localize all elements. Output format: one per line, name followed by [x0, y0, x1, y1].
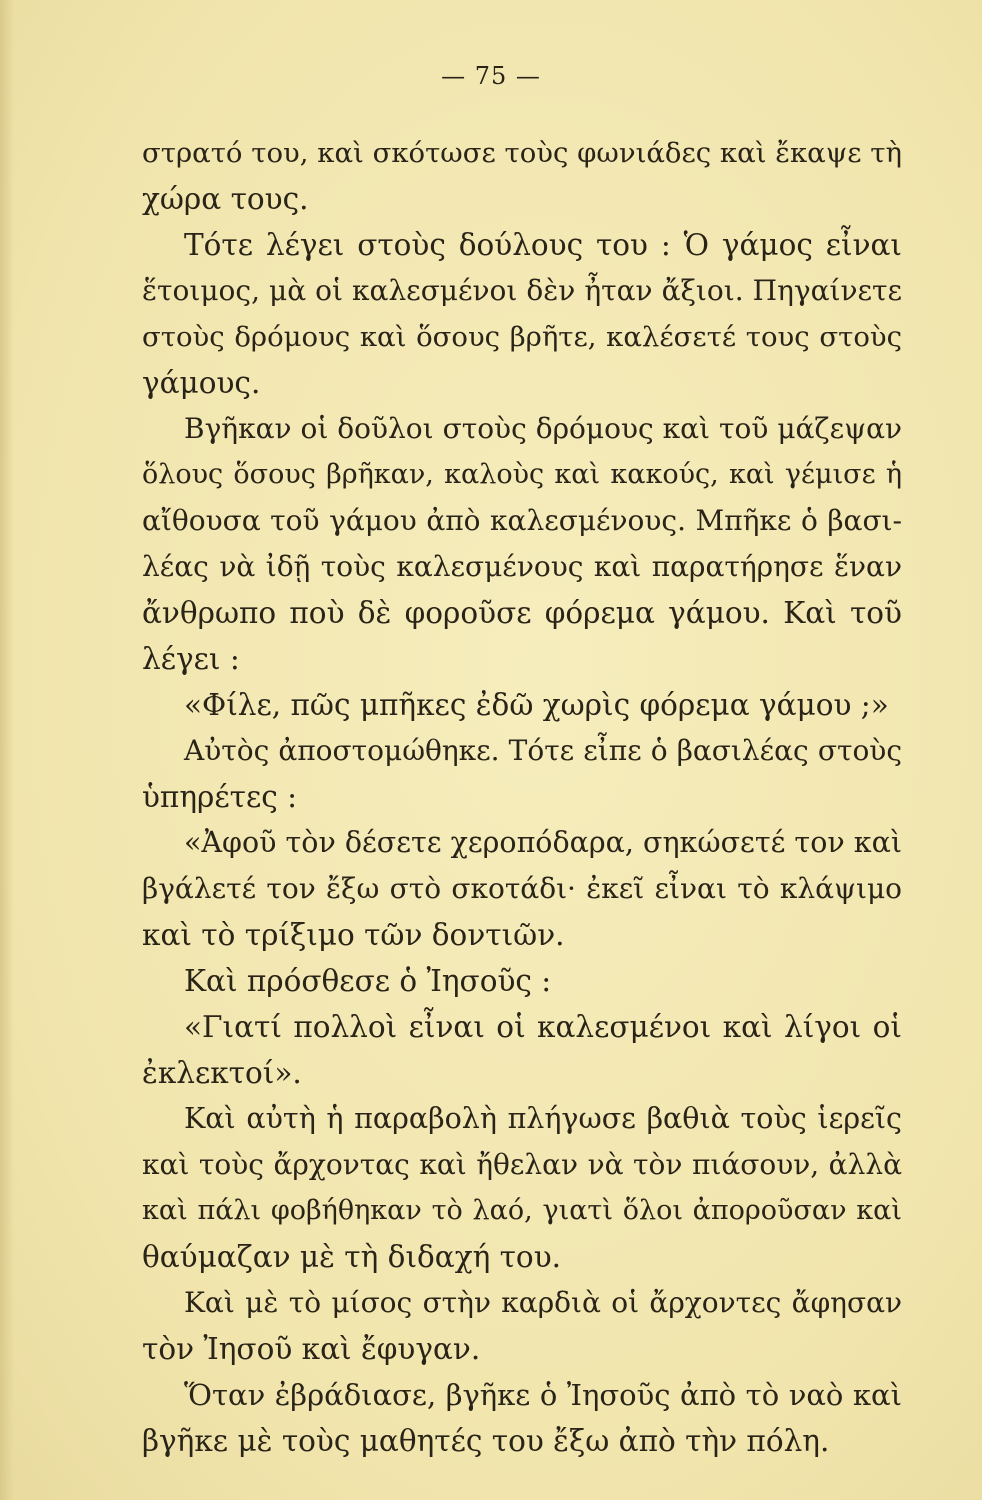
- text-line: τὸν Ἰησοῦ καὶ ἔφυγαν.: [142, 1332, 481, 1366]
- text-line: καὶ πάλι φοβήθηκαν τὸ λαό, γιατὶ ὅλοι ἀποροῦσαν καὶ: [142, 1195, 902, 1226]
- text-line: θαύμαζαν μὲ τὴ διδαχή του.: [142, 1240, 562, 1274]
- text-line: Αὐτὸς ἀποστομώθηκε. Τότε εἶπε ὁ βασιλέας στοὺς: [184, 734, 902, 767]
- text-line: χώρα τους.: [142, 182, 309, 216]
- text-line: καὶ τοὺς ἄρχοντας καὶ ἤθελαν νὰ τὸν πιάσουν, ἀλλὰ: [142, 1148, 902, 1181]
- text-line: στοὺς δρόμους καὶ ὅσους βρῆτε, καλέσετέ τους στοὺς: [142, 321, 902, 353]
- text-line: Τότε λέγει στοὺς δούλους του : Ὁ γάμος εἶναι: [184, 228, 902, 262]
- text-line: Καὶ πρόσθεσε ὁ Ἰησοῦς :: [184, 964, 552, 998]
- text-line: «Φίλε, πῶς μπῆκες ἐδῶ χωρὶς φόρεμα γάμου ;»: [184, 688, 889, 722]
- text-line: λέγει :: [142, 642, 240, 676]
- text-line: Ὅταν ἐβράδιασε, βγῆκε ὁ Ἰησοῦς ἀπὸ τὸ ναὸ καὶ: [184, 1378, 902, 1412]
- text-line: Καὶ μὲ τὸ μίσος στὴν καρδιὰ οἱ ἄρχοντες ἄφησαν: [184, 1286, 902, 1319]
- page-spine-shadow: [0, 0, 14, 1500]
- page-number: — 75 —: [441, 62, 541, 90]
- text-line: «Γιατί πολλοὶ εἶναι οἱ καλεσμένοι καὶ λίγοι οἱ: [184, 1010, 902, 1044]
- text-line: ἕτοιμος, μὰ οἱ καλεσμένοι δὲν ἦταν ἄξιοι. Πηγαίνετε: [142, 274, 902, 307]
- text-line: Βγῆκαν οἱ δοῦλοι στοὺς δρόμους καὶ τοῦ μάζεψαν: [184, 412, 902, 445]
- text-line: ὑπηρέτες :: [142, 780, 298, 814]
- text-line: Καὶ αὐτὴ ἡ παραβολὴ πλήγωσε βαθιὰ τοὺς ἱερεῖς: [184, 1102, 902, 1135]
- text-line: ἐκλεκτοί».: [142, 1056, 302, 1090]
- text-line: στρατό του, καὶ σκότωσε τοὺς φωνιάδες καὶ ἔκαψε τὴ: [142, 137, 902, 169]
- body-text: [142, 130, 902, 1464]
- text-line: βγάλετέ τον ἔξω στὸ σκοτάδι· ἐκεῖ εἶναι τὸ κλάψιμο: [142, 872, 902, 905]
- text-line: λέας νὰ ἰδῇ τοὺς καλεσμένους καὶ παρατήρησε ἕναν: [142, 550, 902, 583]
- text-line: ὅλους ὅσους βρῆκαν, καλοὺς καὶ κακούς, καὶ γέμισε ἡ: [142, 459, 902, 490]
- text-line: καὶ τὸ τρίξιμο τῶν δοντιῶν.: [142, 918, 565, 952]
- text-line: «Ἀφοῦ τὸν δέσετε χεροπόδαρα, σηκώσετέ τον καὶ: [184, 826, 902, 859]
- text-line: γάμους.: [142, 366, 261, 400]
- text-line: βγῆκε μὲ τοὺς μαθητές του ἔξω ἀπὸ τὴν πόλη.: [142, 1424, 830, 1458]
- text-line: ἄνθρωπο ποὺ δὲ φοροῦσε φόρεμα γάμου. Καὶ τοῦ: [142, 596, 902, 630]
- text-line: αἴθουσα τοῦ γάμου ἀπὸ καλεσμένους. Μπῆκε ὁ βασι-: [142, 504, 902, 537]
